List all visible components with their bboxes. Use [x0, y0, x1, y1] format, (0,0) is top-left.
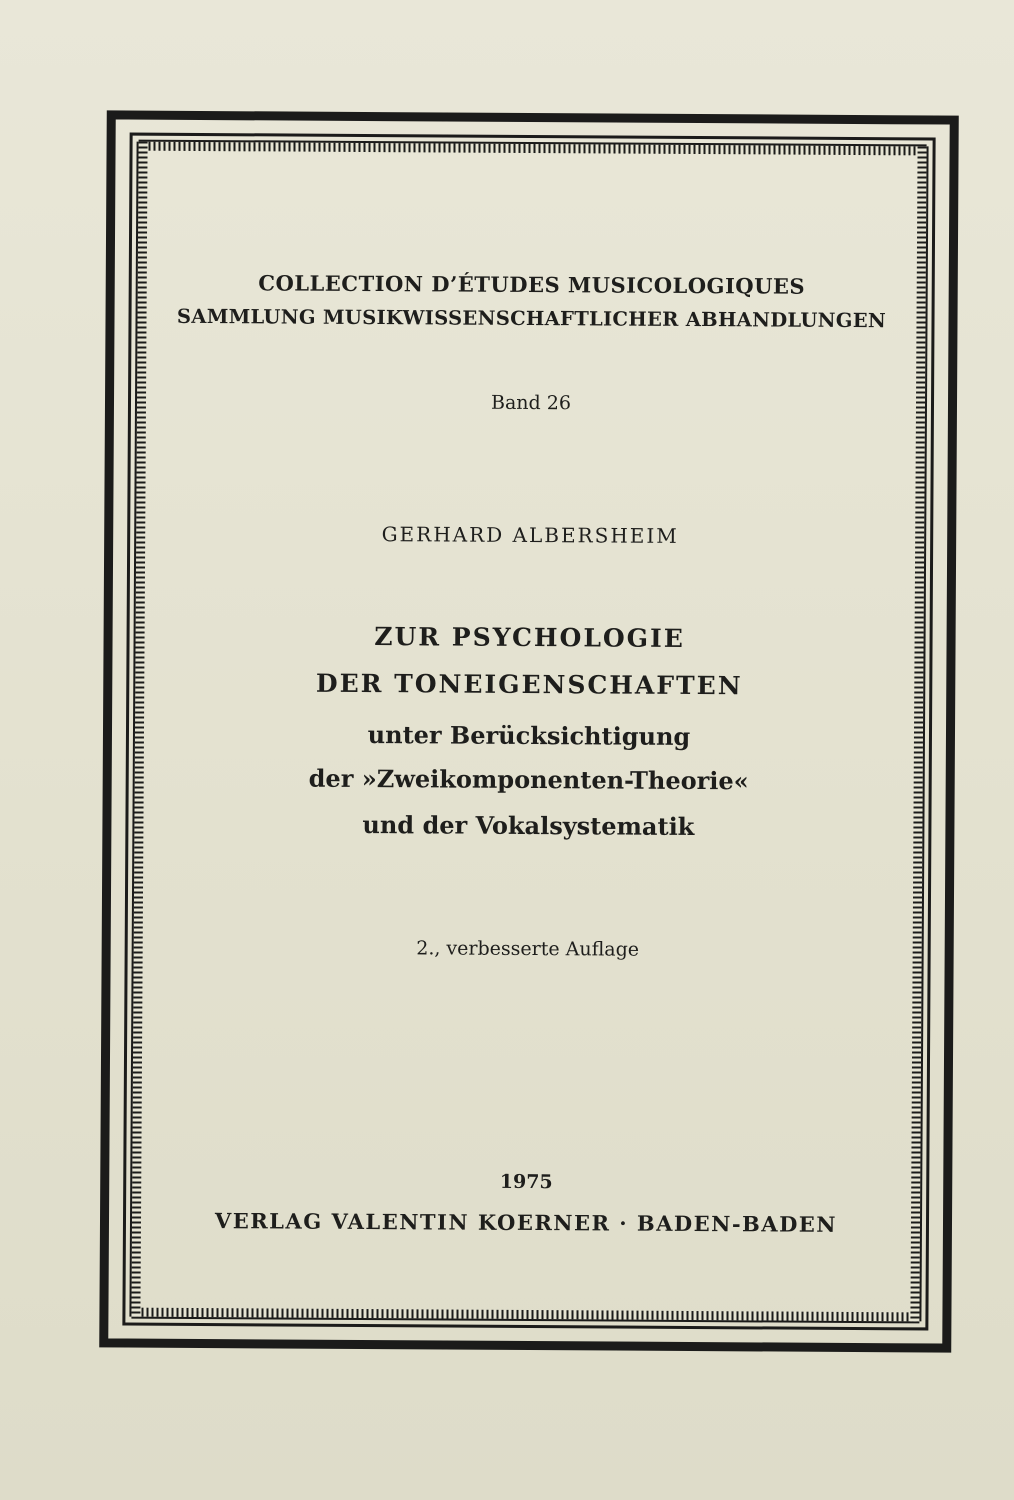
- book-title-line-1: ZUR PSYCHOLOGIE: [374, 622, 685, 653]
- title-page-frame: [99, 110, 959, 1352]
- inner-ornamental-border: [122, 133, 935, 1331]
- book-title-line-2: DER TONEIGENSCHAFTEN: [315, 668, 743, 701]
- series-title-french: COLLECTION D’ÉTUDES MUSICOLOGIQUES: [258, 270, 806, 299]
- title-page-content: [125, 136, 932, 1328]
- subtitle-line-1: unter Berücksichtigung: [367, 720, 691, 751]
- series-title-german: SAMMLUNG MUSIKWISSENSCHAFTLICHER ABHANDLUNGEN: [176, 304, 887, 333]
- publication-year: 1975: [499, 1170, 553, 1194]
- author-name: GERHARD ALBERSHEIM: [381, 522, 679, 548]
- publisher-imprint: VERLAG VALENTIN KOERNER · BADEN-BADEN: [214, 1208, 838, 1237]
- subtitle-line-3: und der Vokalsystematik: [362, 809, 695, 842]
- subtitle-line-2: der »Zweikomponenten-Theorie«: [308, 763, 749, 796]
- volume-number: Band 26: [490, 391, 572, 415]
- edition-note: 2., verbesserte Auflage: [416, 937, 640, 961]
